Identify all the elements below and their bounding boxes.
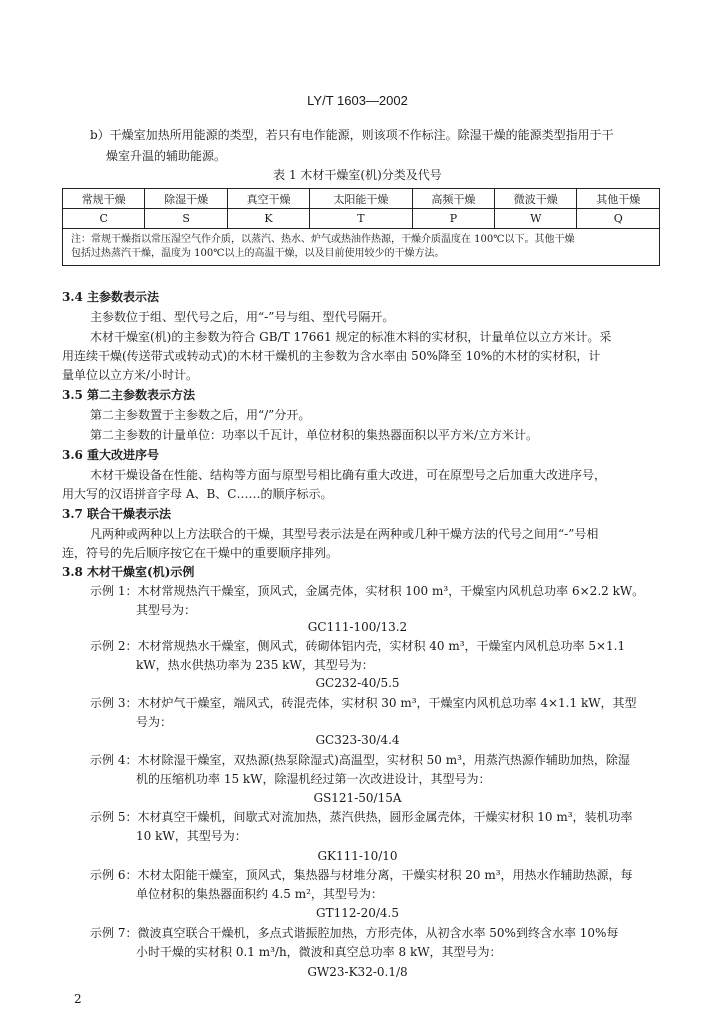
table-header-cell: 高频干燥	[412, 189, 494, 209]
section-3-8-heading: 3.8 木材干燥室(机)示例	[62, 565, 195, 579]
table-code-cell: Q	[577, 209, 660, 229]
table-code-row	[63, 209, 660, 229]
section-3-6-p1-line1: 木材干燥设备在性能、结构等方面与原型号相比确有重大改进，可在原型号之后加重大改进序号，	[90, 468, 607, 482]
standard-code-header: LY/T 1603—2002	[307, 93, 408, 108]
example-1-line1: 示例 1：木材常规热汽干燥室，顶风式，金属壳体，实材积 100 m³，干燥室内风机总功率 6×2.2 kW。	[90, 584, 645, 598]
table-header-cell: 微波干燥	[495, 189, 577, 209]
example-6-code: GT112-20/4.5	[316, 906, 399, 920]
table-header-cell: 常规干燥	[63, 189, 145, 209]
example-4-code: GS121-50/15A	[313, 791, 402, 805]
example-1-code: GC111-100/13.2	[307, 620, 408, 634]
table-code-cell: W	[495, 209, 577, 229]
example-1-line2: 其型号为：	[136, 603, 197, 617]
example-7-line2: 小时干燥的实材积 0.1 m³/h，微波和真空总功率 8 kW，其型号为：	[136, 945, 502, 959]
section-3-4-p2-line2: 用连续干燥(传送带式或转动式)的木材干燥机的主参数为含水率由 50%降至 10%的木材的实材积，计	[62, 349, 601, 363]
table-note-row	[63, 229, 660, 266]
example-3-code: GC323-30/4.4	[315, 733, 400, 747]
example-2-line2: kW，热水供热功率为 235 kW，其型号为：	[136, 658, 374, 672]
table-note-line1: 注：常规干燥指以常压湿空气作介质，以蒸汽、热水、炉气或热油作热源，干燥介质温度在 100℃以下。其他干燥	[71, 234, 575, 245]
section-3-7-p1-line2: 连，符号的先后顺序按它在干燥中的重要顺序排列。	[62, 546, 339, 560]
section-3-7-heading: 3.7 联合干燥表示法	[62, 507, 172, 521]
item-b-line2: 燥室升温的辅助能源。	[106, 149, 227, 163]
section-3-5-heading: 3.5 第二主参数表示方法	[62, 388, 196, 402]
section-3-6-p1-line2: 用大写的汉语拼音字母 A、B、C……的顺序标示。	[62, 487, 333, 501]
example-4-line1: 示例 4：木材除湿干燥室，双热源(热泵除湿式)高温型，实材积 50 m³，用蒸汽热源作辅助加热，除湿	[90, 753, 630, 767]
table-code-cell: S	[145, 209, 227, 229]
table-note-line2: 包括过热蒸汽干燥，温度为 100℃以上的高温干燥，以及目前使用较少的干燥方法。	[71, 248, 445, 259]
item-b-line1: b）干燥室加热所用能源的类型，若只有电作能源，则该项不作标注。除湿干燥的能源类型指用于干	[90, 128, 614, 142]
section-3-5-p1: 第二主参数置于主参数之后，用“/”分开。	[90, 408, 311, 422]
example-7-code: GW23-K32-0.1/8	[307, 965, 408, 979]
example-5-line2: 10 kW，其型号为：	[136, 829, 247, 843]
example-6-line1: 示例 6：木材太阳能干燥室，顶风式，集热器与材堆分离，干燥实材积 20 m³，用热水作辅助热源，每	[90, 868, 633, 882]
example-3-line2: 号为：	[136, 715, 173, 729]
section-3-4-heading: 3.4 主参数表示法	[62, 290, 160, 304]
page-number: 2	[74, 992, 82, 1006]
table-code-cell: C	[63, 209, 145, 229]
table-header-cell: 太阳能干燥	[310, 189, 413, 209]
section-3-4-p2-line1: 木材干燥室(机)的主参数为符合 GB/T 17661 规定的标准木料的实材积，计量单位以立方米计。采	[90, 330, 612, 344]
table-code-cell: K	[227, 209, 309, 229]
example-2-line1: 示例 2：木材常规热水干燥室，侧风式，砖砌体铝内壳，实材积 40 m³，干燥室内风机总功率 5×1.1	[90, 639, 626, 653]
classification-table	[62, 188, 660, 266]
example-5-line1: 示例 5：木材真空干燥机，间歇式对流加热，蒸汽供热，圆形金属壳体，干燥实材积 10 m³，装机功率	[90, 810, 633, 824]
section-3-6-heading: 3.6 重大改进序号	[62, 448, 160, 462]
section-3-7-p1-line1: 凡两种或两种以上方法联合的干燥，其型号表示法是在两种或几种干燥方法的代号之间用“-”号相	[90, 527, 599, 541]
example-2-code: GC232-40/5.5	[315, 676, 400, 690]
table-note	[63, 229, 660, 266]
example-6-line2: 单位材积的集热器面积约 4.5 m²，其型号为：	[136, 887, 383, 901]
table-header-cell: 除湿干燥	[145, 189, 227, 209]
example-3-line1: 示例 3：木材炉气干燥室，端风式，砖混壳体，实材积 30 m³，干燥室内风机总功率 4×1.1 kW，其型	[90, 696, 637, 710]
table-caption: 表 1 木材干燥室(机)分类及代号	[273, 168, 442, 182]
section-3-4-p2-line3: 量单位以立方米/小时计。	[62, 368, 199, 382]
section-3-4-p1: 主参数位于组、型代号之后，用“-”号与组、型代号隔开。	[90, 310, 395, 324]
table-code-cell: P	[412, 209, 494, 229]
example-4-line2: 机的压缩机功率 15 kW，除湿机经过第一次改进设计，其型号为：	[136, 772, 491, 786]
section-3-5-p2: 第二主参数的计量单位：功率以千瓦计，单位材积的集热器面积以平方米/立方米计。	[90, 428, 539, 442]
example-7-line1: 示例 7：微波真空联合干燥机，多点式谐振腔加热，方形壳体，从初含水率 50%到终含水率 10%每	[90, 926, 619, 940]
table-header-row	[63, 189, 660, 209]
table-header-cell: 其他干燥	[577, 189, 660, 209]
example-5-code: GK111-10/10	[317, 849, 398, 863]
table-code-cell: T	[310, 209, 413, 229]
table-header-cell: 真空干燥	[227, 189, 309, 209]
